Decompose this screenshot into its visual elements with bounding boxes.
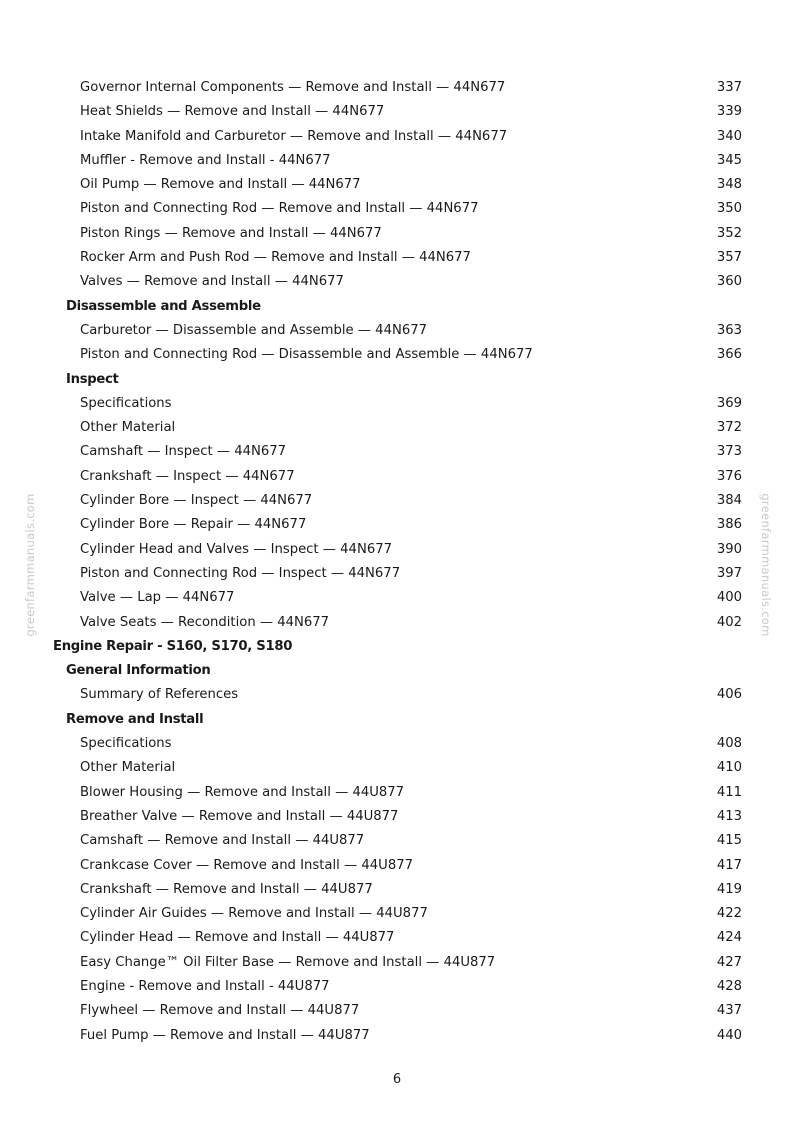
toc-entry-page: 352: [716, 225, 742, 241]
toc-entry-title: Engine Repair - S160, S170, S180: [53, 638, 293, 654]
toc-entry-title: Crankshaft — Inspect — 44N677: [80, 468, 295, 484]
toc-entry[interactable]: [0, 392, 794, 416]
toc-entry-page: 384: [716, 493, 742, 509]
toc-entry-title: Piston and Connecting Rod — Remove and Install — 44N677: [80, 201, 479, 217]
toc-entry[interactable]: [0, 513, 794, 537]
toc-entry-title: Cylinder Air Guides — Remove and Install — 44U877: [80, 906, 428, 922]
toc-entry[interactable]: [0, 732, 794, 756]
toc-entry-page: 428: [716, 978, 742, 994]
toc-entry[interactable]: [0, 343, 794, 367]
toc-entry-page: 417: [716, 857, 742, 873]
toc-entry-title: Piston and Connecting Rod — Disassemble and Assemble — 44N677: [80, 347, 533, 363]
toc-entry-page: 386: [716, 517, 742, 533]
toc-entry-title: Engine - Remove and Install - 44U877: [80, 978, 330, 994]
toc-entry-title: Disassemble and Assemble: [66, 298, 261, 314]
toc-entry-page: 340: [716, 128, 742, 144]
watermark-left: greenfarmmanuals.com: [23, 493, 37, 637]
toc-entry[interactable]: [0, 829, 794, 853]
toc-entry-title: Summary of References: [80, 687, 239, 703]
toc-entry-page: 360: [716, 274, 742, 290]
toc-entry-title: Rocker Arm and Push Rod — Remove and Install — 44N677: [80, 250, 471, 266]
toc-entry-title: Heat Shields — Remove and Install — 44N677: [80, 104, 385, 120]
table-of-contents: [0, 76, 794, 1048]
toc-entry[interactable]: [0, 1024, 794, 1048]
toc-entry-title: Valve Seats — Recondition — 44N677: [80, 614, 330, 630]
toc-entry[interactable]: [0, 465, 794, 489]
toc-entry-page: 402: [716, 614, 742, 630]
toc-entry-title: Muffler - Remove and Install - 44N677: [80, 152, 331, 168]
toc-entry-title: Cylinder Bore — Inspect — 44N677: [80, 493, 313, 509]
toc-entry-title: Fuel Pump — Remove and Install — 44U877: [80, 1027, 370, 1043]
toc-entry[interactable]: [0, 440, 794, 464]
toc-entry-title: General Information: [66, 663, 211, 679]
toc-entry-page: 373: [716, 444, 742, 460]
toc-chapter-heading[interactable]: [0, 635, 794, 659]
toc-section-heading[interactable]: [0, 368, 794, 392]
toc-entry[interactable]: [0, 902, 794, 926]
toc-entry-page: 411: [716, 784, 742, 800]
toc-entry-page: 357: [716, 250, 742, 266]
toc-entry-page: 400: [716, 590, 742, 606]
toc-entry-page: 372: [716, 420, 742, 436]
toc-entry-page: 424: [716, 930, 742, 946]
toc-entry-title: Inspect: [66, 371, 119, 387]
toc-entry[interactable]: [0, 538, 794, 562]
toc-entry-page: 406: [716, 687, 742, 703]
toc-entry-page: 345: [716, 152, 742, 168]
toc-entry[interactable]: [0, 586, 794, 610]
toc-entry-page: 427: [716, 954, 742, 970]
toc-entry-page: 376: [716, 468, 742, 484]
toc-entry-title: Flywheel — Remove and Install — 44U877: [80, 1003, 360, 1019]
toc-entry-page: 390: [716, 541, 742, 557]
toc-entry[interactable]: [0, 975, 794, 999]
toc-entry[interactable]: [0, 756, 794, 780]
watermark-right: greenfarmmanuals.com: [759, 493, 773, 637]
toc-entry-page: 397: [716, 565, 742, 581]
toc-section-heading[interactable]: [0, 295, 794, 319]
toc-entry-title: Piston and Connecting Rod — Inspect — 44N677: [80, 565, 401, 581]
toc-entry[interactable]: [0, 149, 794, 173]
toc-entry-title: Camshaft — Remove and Install — 44U877: [80, 833, 365, 849]
page-number: 6: [392, 1072, 402, 1087]
toc-entry-title: Blower Housing — Remove and Install — 44U877: [80, 784, 405, 800]
toc-entry-page: 440: [716, 1027, 742, 1043]
toc-entry[interactable]: [0, 246, 794, 270]
toc-entry-page: 348: [716, 177, 742, 193]
toc-entry[interactable]: [0, 222, 794, 246]
toc-entry[interactable]: [0, 683, 794, 707]
toc-entry[interactable]: [0, 562, 794, 586]
toc-entry-page: 350: [716, 201, 742, 217]
toc-entry[interactable]: [0, 951, 794, 975]
toc-entry-title: Valves — Remove and Install — 44N677: [80, 274, 344, 290]
toc-entry-page: 363: [716, 322, 742, 338]
toc-entry[interactable]: [0, 125, 794, 149]
toc-section-heading[interactable]: [0, 708, 794, 732]
toc-entry[interactable]: [0, 319, 794, 343]
toc-entry[interactable]: [0, 781, 794, 805]
toc-entry[interactable]: [0, 878, 794, 902]
toc-entry-page: 337: [716, 80, 742, 95]
toc-entry[interactable]: [0, 611, 794, 635]
toc-entry-title: Governor Internal Components — Remove and Install — 44N677: [80, 80, 506, 95]
toc-entry-title: Other Material: [80, 420, 176, 436]
toc-entry-title: Cylinder Head — Remove and Install — 44U877: [80, 930, 395, 946]
toc-entry-title: Other Material: [80, 760, 176, 776]
toc-entry-title: Valve — Lap — 44N677: [80, 590, 235, 606]
toc-entry[interactable]: [0, 100, 794, 124]
toc-entry-page: 410: [716, 760, 742, 776]
toc-entry-page: 339: [716, 104, 742, 120]
toc-entry-title: Piston Rings — Remove and Install — 44N677: [80, 225, 382, 241]
toc-entry[interactable]: [0, 854, 794, 878]
toc-entry-page: 419: [716, 881, 742, 897]
toc-entry[interactable]: [0, 926, 794, 950]
toc-entry[interactable]: [0, 489, 794, 513]
toc-entry-page: 422: [716, 906, 742, 922]
toc-entry[interactable]: [0, 999, 794, 1023]
toc-entry[interactable]: [0, 270, 794, 294]
toc-entry-title: Carburetor — Disassemble and Assemble — 44N677: [80, 322, 427, 338]
toc-entry-title: Remove and Install: [66, 711, 204, 727]
toc-entry-title: Breather Valve — Remove and Install — 44U877: [80, 808, 399, 824]
toc-entry-title: Crankcase Cover — Remove and Install — 44U877: [80, 857, 413, 873]
toc-entry[interactable]: [0, 76, 794, 100]
toc-entry-page: 437: [716, 1003, 742, 1019]
toc-entry-page: 408: [716, 736, 742, 752]
toc-entry[interactable]: [0, 173, 794, 197]
toc-entry-title: Specifications: [80, 395, 172, 411]
toc-entry-title: Easy Change™ Oil Filter Base — Remove and Install — 44U877: [80, 954, 496, 970]
toc-entry-page: 415: [716, 833, 742, 849]
toc-entry-page: 366: [716, 347, 742, 363]
toc-section-heading[interactable]: [0, 659, 794, 683]
toc-entry-title: Camshaft — Inspect — 44N677: [80, 444, 287, 460]
toc-entry-title: Cylinder Bore — Repair — 44N677: [80, 517, 307, 533]
toc-entry-page: 369: [716, 395, 742, 411]
toc-entry[interactable]: [0, 416, 794, 440]
toc-entry-title: Cylinder Head and Valves — Inspect — 44N677: [80, 541, 392, 557]
toc-entry[interactable]: [0, 805, 794, 829]
toc-entry[interactable]: [0, 197, 794, 221]
toc-entry-title: Crankshaft — Remove and Install — 44U877: [80, 881, 373, 897]
toc-entry-page: 413: [716, 808, 742, 824]
toc-entry-title: Specifications: [80, 736, 172, 752]
toc-entry-title: Intake Manifold and Carburetor — Remove and Install — 44N677: [80, 128, 508, 144]
toc-entry-title: Oil Pump — Remove and Install — 44N677: [80, 177, 361, 193]
